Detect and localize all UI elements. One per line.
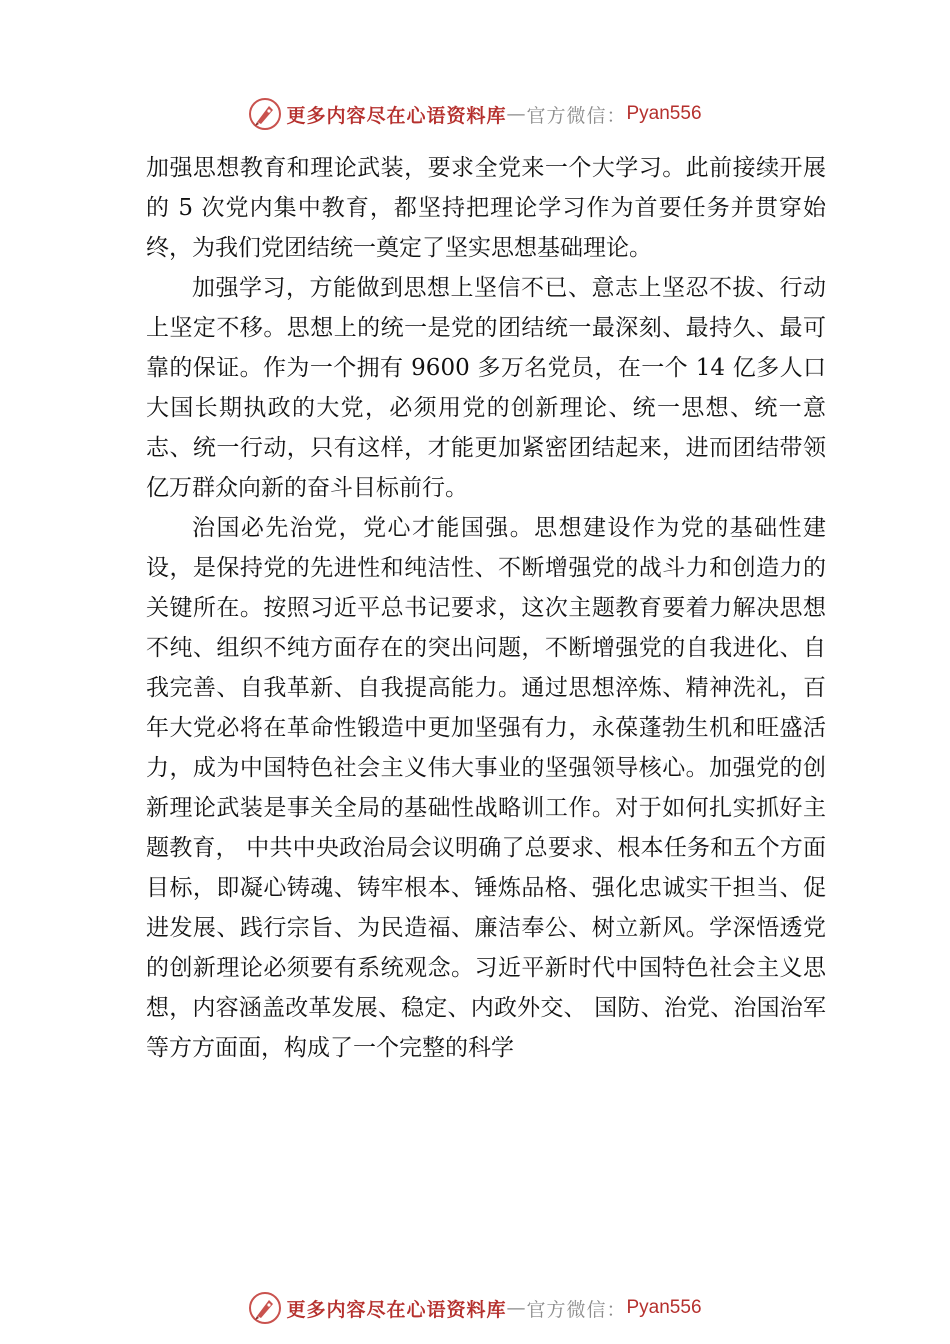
paragraph-2: 加强学习，方能做到思想上坚信不已、意志上坚忍不拔、行动上坚定不移。思想上的统一是党的团结统一最深刻、最持久、最可靠的保证。作为一个拥有 9600 多万名党员，在一个 14 亿多人口大国长期执政的大党，必须用党的创新理论、统一思想、统一意志、统一行动，只有这样，才能更加紧密团结起来，进而团结带领亿万群众向新的奋斗目标前行。 [146,275,826,501]
footer-wechat-id: Pyan556 [626,1297,702,1318]
header-banner [0,94,950,134]
footer-separator: — [506,1297,527,1319]
footer-site-text: 更多内容尽在心语资料库 [286,1298,507,1321]
header-wechat-id: Pyan556 [626,103,702,124]
paragraph-1: 加强思想教育和理论武装，要求全党来一个大学习。此前接续开展的 5 次党内集中教育，都坚持把理论学习作为首要任务并贯穿始终，为我们党团结统一奠定了坚实思想基础理论。 [146,155,826,261]
header-wechat-label: 官方微信： [526,104,627,127]
pen-nib-logo-icon [248,97,282,131]
footer-banner [0,1288,950,1328]
pen-nib-logo-icon [248,1291,282,1325]
paragraph-3: 治国必先治党，党心才能国强。思想建设作为党的基础性建设，是保持党的先进性和纯洁性、不断增强党的战斗力和创造力的关键所在。按照习近平总书记要求，这次主题教育要着力解决思想不纯、组织不纯方面存在的突出问题，不断增强党的自我进化、自我完善、自我革新、自我提高能力。通过思想淬炼、精神洗礼，百年大党必将在革命性锻造中更加坚强有力，永葆蓬勃生机和旺盛活力，成为中国特色社会主义伟大事业的坚强领导核心。加强党的创新理论武装是事关全局的基础性战略训工作。对于如何扎实抓好主题教育， 中共中央政治局会议明确了总要求、根本任务和五个方面目标，即凝心铸魂、铸牢根本、锤炼品格、强化忠诚实干担当、促进发展、践行宗旨、为民造福、廉洁奉公、树立新风。学深悟透党的创新理论必须要有系统观念。习近平新时代中国特色社会主义思想，内容涵盖改革发展、稳定、内政外交、 国防、治党、治国治军等方方面面，构成了一个完整的科学 [146,515,826,1061]
document-body [146,148,826,1068]
header-separator: — [506,103,527,125]
footer-wechat-label: 官方微信： [526,1298,627,1321]
header-site-text: 更多内容尽在心语资料库 [286,104,507,127]
